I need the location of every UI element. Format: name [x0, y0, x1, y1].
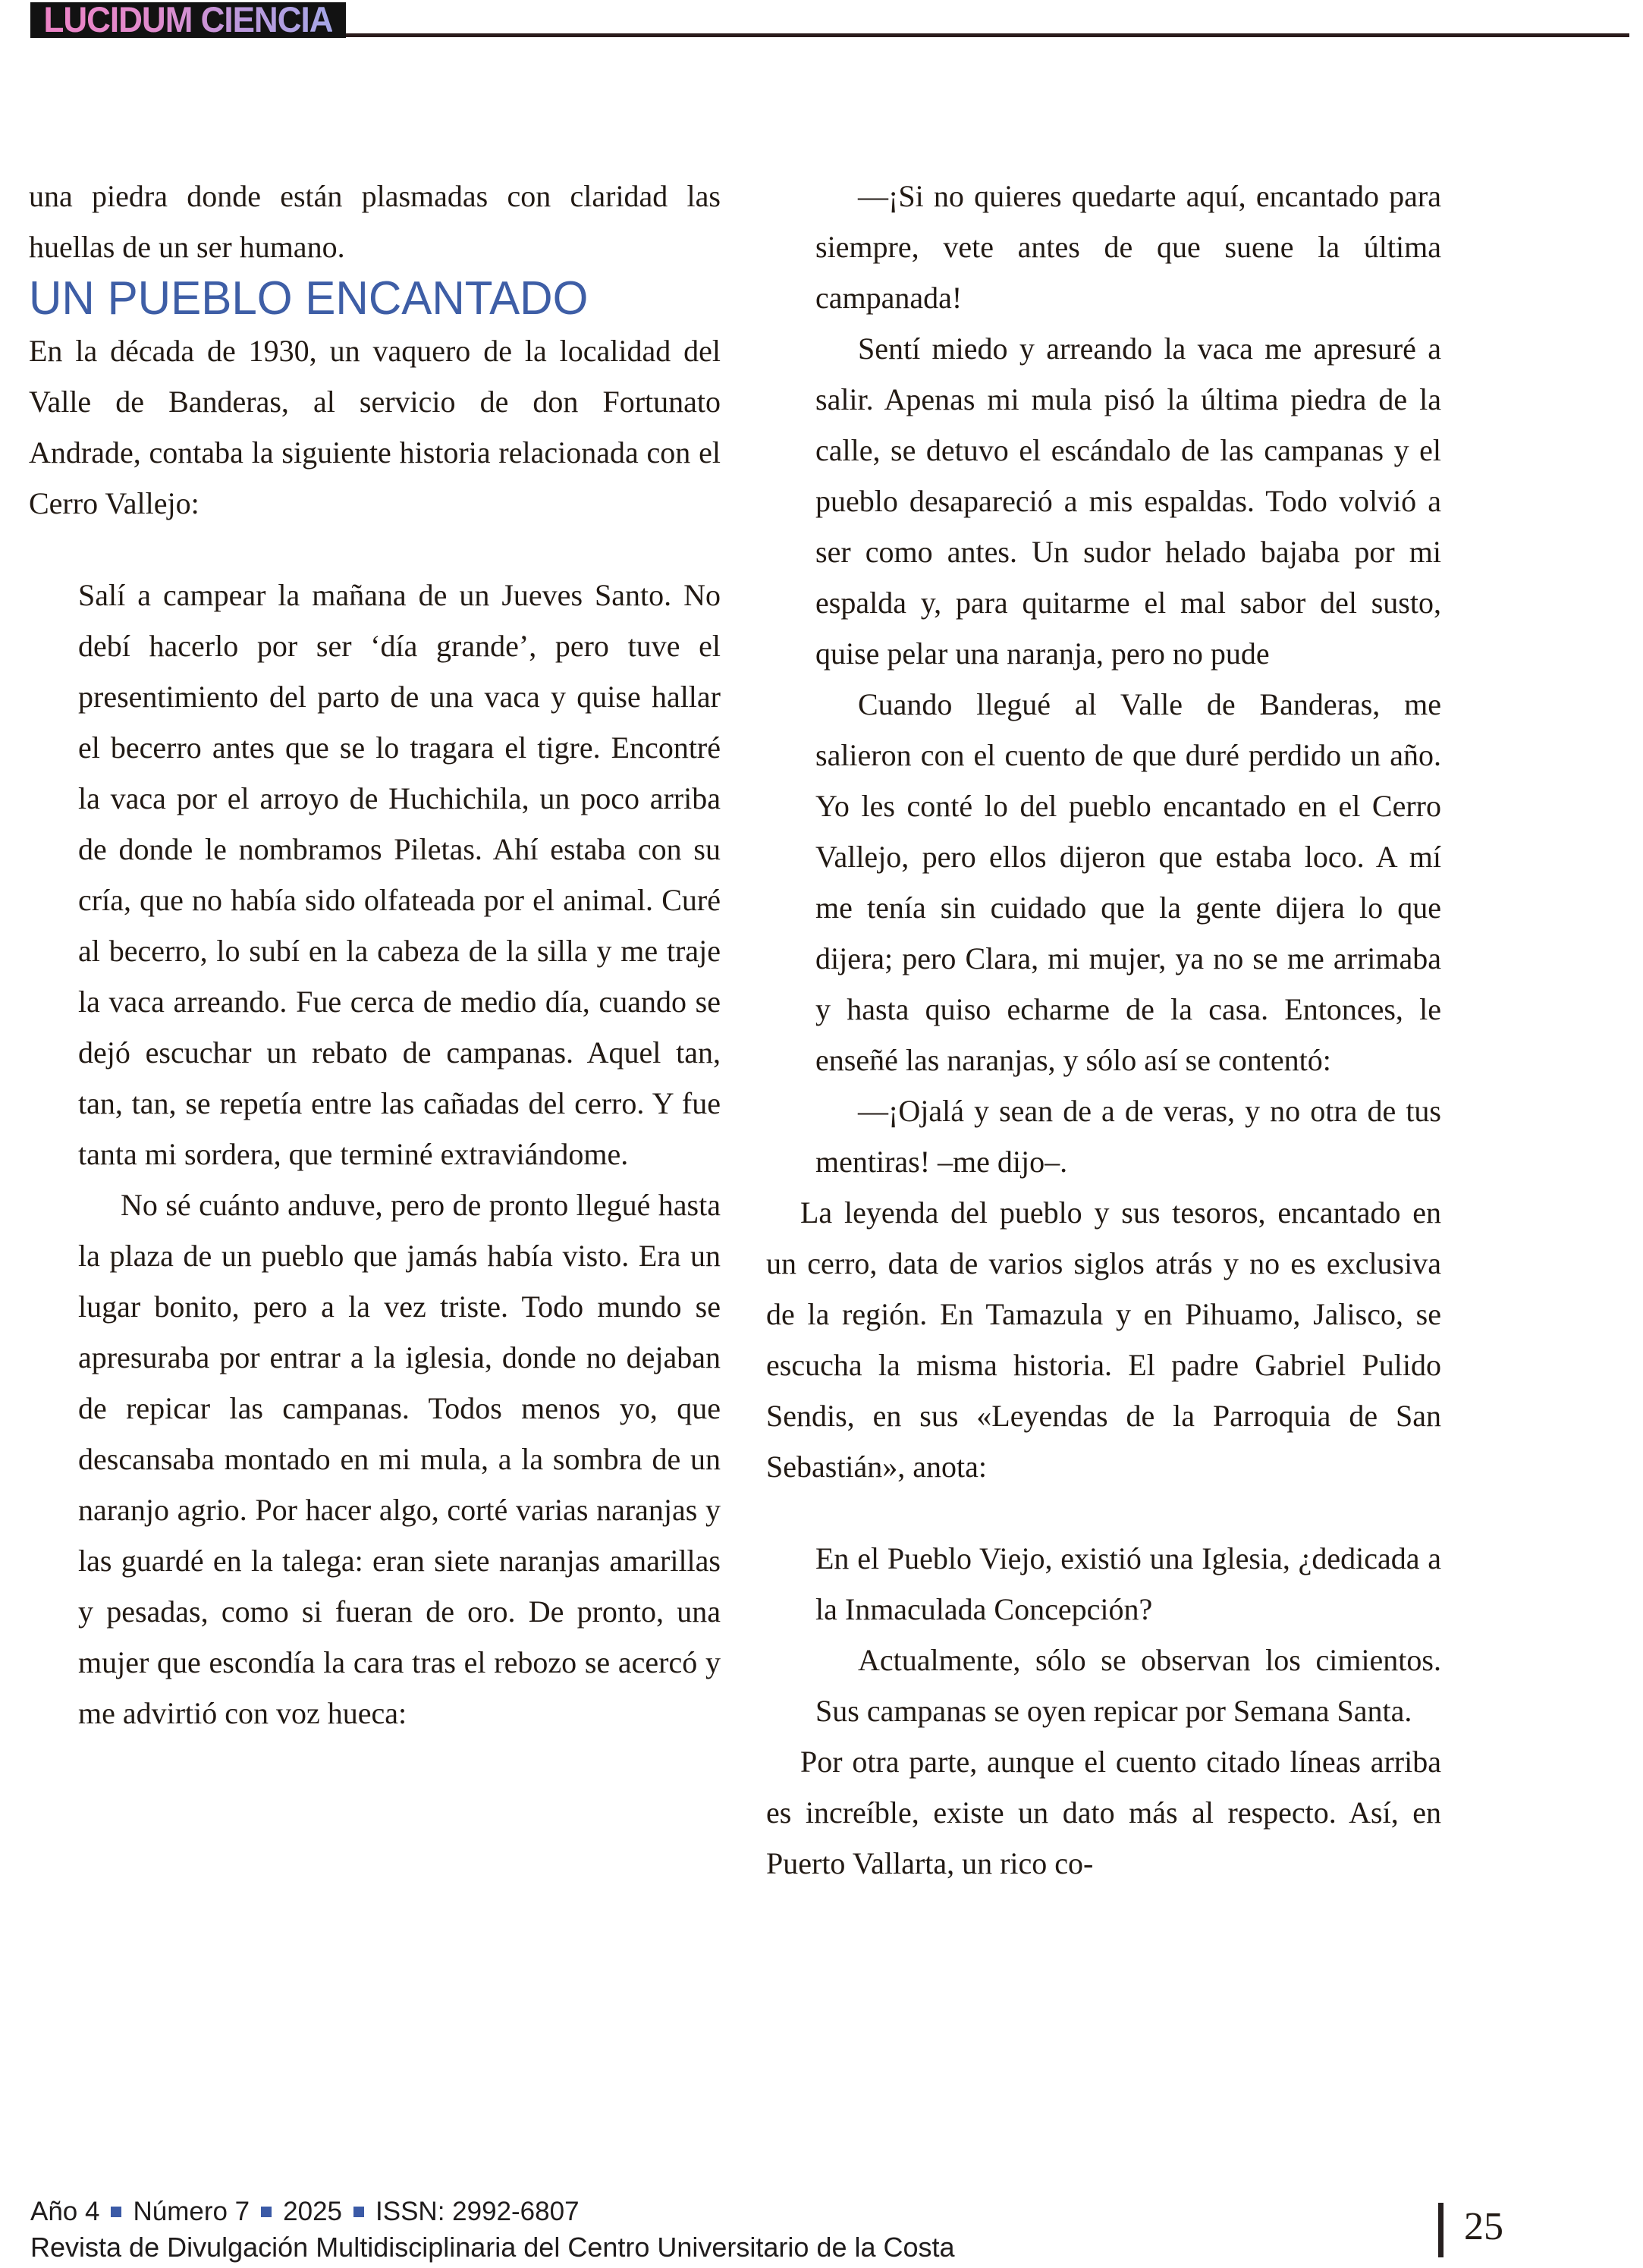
quote-paragraph: —¡Si no quieres quedarte aquí, encantado para siempre, vete antes de que suene la última campanada! [815, 179, 1441, 315]
quote-paragraph: Cuando llegué al Valle de Banderas, me salieron con el cuento de que duré perdido un año. Yo les conté lo del pueblo encantado en el Cerro Vallejo, pero ellos dijeron que estaba loco. A mí me tenía sin cuidado que la gente dijera lo que dijera; pero Clara, mi mujer, ya no se me arrimaba y hasta quiso echarme de la casa. Entonces, le enseñé las naranjas, y sólo así se contentó: [815, 687, 1441, 1077]
lead-paragraph: En la década de 1930, un vaquero de la localidad del Valle de Banderas, al servicio de don Fortunato Andrade, contaba la siguiente historia relacionada con el Cerro Vallejo: [29, 334, 721, 520]
quote-paragraph: No sé cuánto anduve, pero de pronto llegué hasta la plaza de un pueblo que jamás había visto. Era un lugar bonito, pero a la vez triste. Todo mundo se apresuraba por entrar a la iglesia, donde no dejaban de repicar las campanas. Todos menos yo, que descansaba montado en mi mula, a la sombra de un naranjo agrio. Por hacer algo, corté varias naranjas y las guardé en la talega: eran siete naranjas amarillas y pesadas, como si fueran de oro. De pronto, una mujer que escondía la cara tras el rebozo se acercó y me advirtió con voz hueca: [78, 1188, 721, 1730]
footer-year: 2025 [283, 2197, 343, 2226]
quote-paragraph: En el Pueblo Viejo, existió una Iglesia, ¿dedicada a la Inmaculada Concepción? [815, 1541, 1441, 1626]
blockquote-vaquero-story [29, 570, 721, 1739]
footer-year-label: Año 4 [30, 2197, 100, 2226]
footer-issue-label: Número 7 [133, 2197, 250, 2226]
square-separator-icon [261, 2207, 272, 2217]
quote-paragraph: Actualmente, sólo se observan los cimientos. Sus campanas se oyen repicar por Semana Santa. [815, 1643, 1441, 1728]
body-paragraph: La leyenda del pueblo y sus tesoros, encantado en un cerro, data de varios siglos atrás y no es exclusiva de la región. En Tamazula y en Pihuamo, Jalisco, se escucha la misma historia. El padre Gabriel Pulido Sendis, en sus «Leyendas de la Parroquia de San Sebastián», anota: [766, 1195, 1441, 1484]
left-column [29, 171, 721, 1739]
square-separator-icon [111, 2207, 121, 2217]
quote-paragraph: —¡Ojalá y sean de a de veras, y no otra de tus mentiras! –me dijo–. [815, 1094, 1441, 1179]
right-column [766, 171, 1441, 1889]
quote-paragraph: Sentí miedo y arreando la vaca me apresuré a salir. Apenas mi mula pisó la última piedra de la calle, se detuvo el escándalo de las campanas y el pueblo desapareció a mis espaldas. Todo volvió a ser como antes. Un sudor helado bajaba por mi espalda y, para quitarme el mal sabor del susto, quise pelar una naranja, pero no pude [815, 331, 1441, 671]
quote-paragraph: Salí a campear la mañana de un Jueves Santo. No debí hacerlo por ser ‘día grande’, pero tuve el presentimiento del parto de una vaca y quise hallar el becerro antes que se lo tragara el tigre. Encontré la vaca por el arroyo de Huchichila, un poco arriba de donde le nombramos Piletas. Ahí estaba con su cría, que no había sido olfateada por el animal. Curé al becerro, lo subí en la cabeza de la silla y me traje la vaca arreando. Fue cerca de medio día, cuando se dejó escuchar un rebato de campanas. Aquel tan, tan, tan, se repetía entre las cañadas del cerro. Y fue tanta mi sordera, que terminé extraviándome. [78, 578, 721, 1171]
page-number-rule [1438, 2203, 1444, 2257]
footer-meta-line [30, 2197, 580, 2227]
blockquote-vaquero-story-continued [766, 171, 1441, 1187]
intro-paragraph: una piedra donde están plasmadas con claridad las huellas de un ser humano. [29, 179, 721, 264]
journal-logo-text: LUCIDUM CIENCIA [43, 0, 333, 40]
square-separator-icon [353, 2207, 364, 2217]
blockquote-pueblo-viejo [766, 1533, 1441, 1736]
page-number: 25 [1464, 2205, 1503, 2248]
footer-issn: ISSN: 2992-6807 [375, 2197, 580, 2226]
footer-journal-name: Revista de Divulgación Multidisciplinaria del Centro Universitario de la Costa [30, 2232, 955, 2263]
section-heading: UN PUEBLO ENCANTADO [29, 272, 589, 325]
header-rule [346, 33, 1629, 37]
body-paragraph: Por otra parte, aunque el cuento citado líneas arriba es increíble, existe un dato más al respecto. Así, en Puerto Vallarta, un rico co- [766, 1745, 1441, 1880]
journal-logo-box [30, 2, 346, 38]
